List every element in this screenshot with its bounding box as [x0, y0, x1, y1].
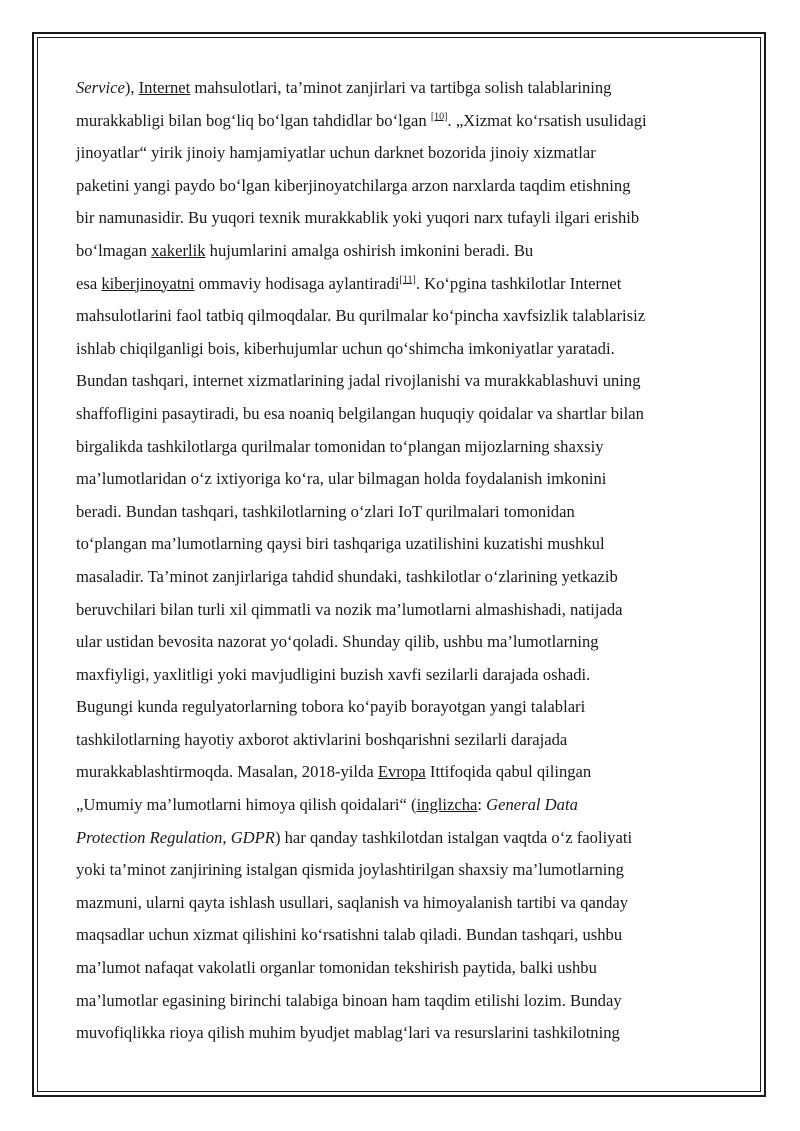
text-run: . „Xizmat ko‘rsatish usulidagi [447, 110, 647, 130]
text-line [76, 724, 726, 757]
text-run: ma’lumotlar egasining birinchi talabiga binoan ham taqdim etilishi lozim. Bunday [76, 990, 622, 1010]
text-run: masaladir. Ta’minot zanjirlariga tahdid shundaki, tashkilotlar o‘zlarining yetkazib [76, 566, 618, 586]
text-line [76, 1017, 726, 1050]
text-run: birgalikda tashkilotlarga qurilmalar tomonidan to‘plangan mijozlarning shaxsiy [76, 436, 604, 456]
text-line [76, 887, 726, 920]
text-run: ), [124, 78, 139, 97]
italic-term: General Data [486, 795, 578, 815]
text-run: Bundan tashqari, internet xizmatlarining jadal rivojlanishi va murakkablashuvi uning [76, 371, 641, 391]
text-line [76, 463, 726, 496]
text-line [76, 626, 726, 659]
text-run: mahsulotlari, ta’minot zanjirlari va tartibga solish talablarining [190, 78, 612, 97]
text-run: ishlab chiqilganligi bois, kiberhujumlar uchun qo‘shimcha imkoniyatlar yaratadi. [76, 338, 615, 358]
text-run: hujumlarini amalga oshirish imkonini beradi. Bu [205, 240, 534, 260]
text-run: . Ko‘pgina tashkilotlar Internet [415, 273, 622, 293]
text-run: esa [76, 273, 102, 293]
body-text [76, 72, 726, 1050]
text-line [76, 756, 726, 789]
text-run: Ittifoqida qabul qilingan [425, 762, 592, 782]
italic-term: Protection Regulation [76, 827, 223, 847]
text-line [76, 496, 726, 529]
text-line [76, 854, 726, 887]
hyperlink[interactable]: Internet [138, 78, 191, 97]
hyperlink[interactable]: kiberjinoyatni [101, 273, 195, 293]
text-run: beruvchilari bilan turli xil qimmatli va nozik ma’lumotlarni almashishadi, natijada [76, 599, 623, 619]
text-run: maxfiyligi, yaxlitligi yoki mavjudligini buzish xavfi sezilarli darajada oshadi. [76, 664, 591, 684]
text-run: jinoyatlar“ yirik jinoiy hamjamiyatlar uchun darknet bozorida jinoiy xizmatlar [76, 143, 596, 163]
text-line [76, 398, 726, 431]
hyperlink[interactable]: inglizcha [416, 795, 478, 815]
text-run: , [222, 827, 231, 847]
text-line [76, 789, 726, 822]
hyperlink[interactable]: Evropa [377, 762, 426, 782]
text-line [76, 528, 726, 561]
text-line [76, 170, 726, 203]
text-run: bo‘lmagan [76, 240, 152, 260]
text-line [76, 72, 726, 105]
text-line [76, 365, 726, 398]
italic-term: Service [76, 78, 125, 97]
text-run: „Umumiy ma’lumotlarni himoya qilish qoidalari“ ( [76, 795, 417, 815]
text-line [76, 691, 726, 724]
text-line [76, 235, 726, 268]
text-line [76, 105, 726, 138]
text-line [76, 268, 726, 301]
text-line [76, 202, 726, 235]
text-run: bir namunasidir. Bu yuqori texnik murakkablik yoki yuqori narx tufayli ilgari erishib [76, 208, 640, 228]
text-run: ommaviy hodisaga aylantiradi [194, 273, 400, 293]
footnote-reference[interactable]: [11] [399, 274, 416, 286]
text-line [76, 137, 726, 170]
text-line [76, 952, 726, 985]
text-run: tashkilotlarning hayotiy axborot aktivlarini boshqarishni sezilarli darajada [76, 729, 568, 749]
text-run: yoki ta’minot zanjirining istalgan qismida joylashtirilgan shaxsiy ma’lumotlarning [76, 860, 624, 880]
text-run: Bugungi kunda regulyatorlarning tobora ko‘payib borayotgan yangi talablari [76, 697, 586, 717]
text-run: ular ustidan bevosita nazorat yo‘qoladi. Shunday qilib, ushbu ma’lumotlarning [76, 632, 599, 652]
hyperlink[interactable]: xakerlik [151, 240, 206, 260]
text-run: : [477, 795, 487, 815]
text-run: mazmuni, ularni qayta ishlash usullari, saqlanish va himoyalanish tartibi va qanday [76, 892, 629, 912]
text-run: ma’lumot nafaqat vakolatli organlar tomonidan tekshirish paytida, balki ushbu [76, 958, 597, 978]
text-line [76, 985, 726, 1018]
text-run: maqsadlar uchun xizmat qilishini ko‘rsatishni talab qiladi. Bundan tashqari, ushbu [76, 925, 623, 945]
italic-term: GDPR [230, 827, 275, 847]
text-run: paketini yangi paydo bo‘lgan kiberjinoyatchilarga arzon narxlarda taqdim etishning [76, 175, 631, 195]
text-line [76, 561, 726, 594]
text-run: to‘plangan ma’lumotlarning qaysi biri tashqariga uzatilishini kuzatishi mushkul [76, 534, 605, 554]
text-line [76, 659, 726, 692]
text-run: murakkabligi bilan bog‘liq bo‘lgan tahdidlar bo‘lgan [76, 110, 431, 130]
text-line [76, 822, 726, 855]
text-line [76, 333, 726, 366]
text-run: ma’lumotlaridan o‘z ixtiyoriga ko‘ra, ular bilmagan holda foydalanish imkonini [76, 469, 607, 489]
text-line [76, 594, 726, 627]
footnote-reference[interactable]: [10] [430, 111, 448, 123]
text-run: ) har qanday tashkilotdan istalgan vaqtda o‘z faoliyati [274, 827, 633, 847]
text-run: murakkablashtirmoqda. Masalan, 2018-yilda [76, 762, 378, 782]
text-run: beradi. Bundan tashqari, tashkilotlarning o‘zlari IoT qurilmalari tomonidan [76, 501, 575, 521]
text-line [76, 919, 726, 952]
text-run: muvofiqlikka rioya qilish muhim byudjet mablag‘lari va resurslarini tashkilotning [76, 1023, 620, 1043]
text-line [76, 300, 726, 333]
text-run: mahsulotlarini faol tatbiq qilmoqdalar. Bu qurilmalar ko‘pincha xavfsizlik talablarisiz [76, 306, 646, 326]
text-line [76, 431, 726, 464]
text-run: shaffofligini pasaytiradi, bu esa noaniq belgilangan huquqiy qoidalar va shartlar bilan [76, 403, 644, 423]
